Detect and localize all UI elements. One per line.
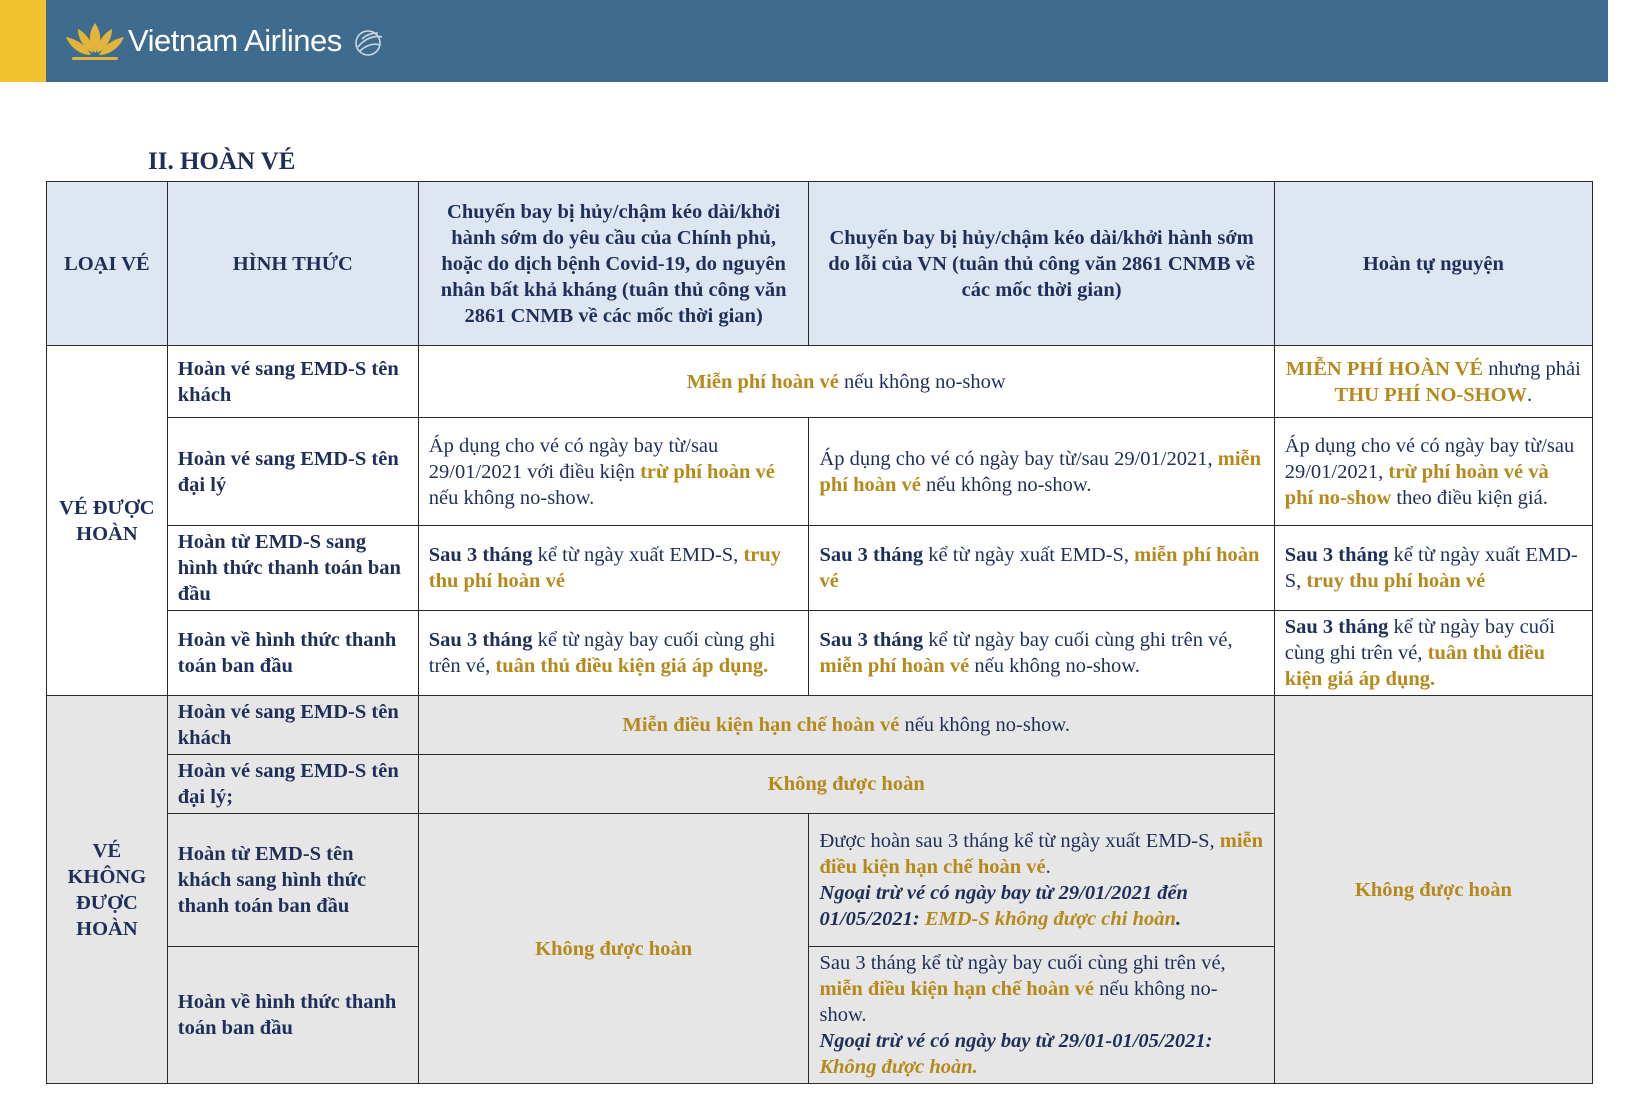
header-gov: Chuyến bay bị hủy/chậm kéo dài/khởi hành sớm do yêu cầu của Chính phủ, hoặc do dịch bệnh Covid-19, do nguyên nhân bất khả kháng (tuân thủ công văn 2861 CNMB về các mốc thời gian) [418,182,809,346]
cell-text: Áp dụng cho vé có ngày bay từ/sau 29/01/2021 với điều kiện [428,434,719,483]
cell-text: nếu không no-show. [819,978,1218,1026]
gold-text: Miễn điều kiện hạn chế hoàn vé [622,714,900,736]
gold-text: miễn điều kiện hạn chế hoàn vé [819,978,1094,1000]
italic-text: Ngoại trừ vé có ngày bay từ 29/01/2021 đến 01/05/2021: [819,882,1188,930]
cell-text: kể từ ngày xuất EMD-S, [923,544,1135,566]
table-row [47,346,1593,418]
header-bar [0,0,1608,82]
gov-cell [418,418,809,526]
header-row [47,182,1593,346]
cell-text: kể từ ngày bay cuối cùng ghi trên vé, [1284,616,1555,664]
gold-text: tuân thủ điều kiện giá áp dụng. [1284,642,1545,690]
italic-text: . [1175,908,1182,930]
gold-text: miễn điều kiện hạn chế hoàn vé [819,830,1264,878]
gov-nonrefundable-cell: Không được hoàn [418,814,809,1084]
form-cell: Hoàn vé sang EMD-S tên khách [167,346,418,418]
gold-text: MIỄN PHÍ HOÀN VÉ [1285,357,1484,380]
header-accent [0,0,46,82]
italic-text: Ngoại trừ vé có ngày bay từ 29/01-01/05/2021: [819,1030,1213,1052]
vn-cell [809,814,1274,947]
cell-text: . [1527,383,1533,406]
table-row [47,526,1593,611]
bold-text: Sau 3 tháng [819,544,924,566]
bold-text: Sau 3 tháng [1284,544,1389,566]
type-refundable: VÉ ĐƯỢC HOÀN [47,346,168,696]
cell-text: nếu không no-show. [969,655,1140,677]
section-title: II. HOÀN VÉ [148,148,296,175]
cell-text: kể từ ngày bay cuối cùng ghi trên vé, [923,629,1233,651]
cell-text: Áp dụng cho vé có ngày bay từ/sau 29/01/2021, [1284,434,1575,483]
gold-text: miễn phí hoàn vé [819,655,970,677]
vn-cell [809,526,1274,611]
logo [64,16,388,66]
merged-cell [418,346,1274,418]
merged-cell [418,696,1274,755]
cell-text: Sau 3 tháng kể từ ngày bay cuối cùng ghi trên vé, [819,952,1226,974]
bold-text: Sau 3 tháng [819,629,924,651]
refund-table [46,181,1593,1084]
cell-text: kể từ ngày bay cuối cùng ghi trên vé, [428,629,776,677]
cell-text: kể từ ngày xuất EMD-S, [1284,544,1578,592]
voluntary-cell [1274,526,1592,611]
swirl-icon [348,21,388,61]
gold-italic-text: EMD-S không được chi hoàn [924,908,1176,930]
gov-cell [418,526,809,611]
gold-text: THU PHÍ NO-SHOW [1334,383,1528,406]
gold-text: truy thu phí hoàn vé [1306,570,1486,592]
cell-text: nếu không no-show [838,370,1006,393]
header-type: LOẠI VÉ [47,182,168,346]
cell-text: nếu không no-show. [920,473,1092,496]
form-cell: Hoàn từ EMD-S sang hình thức thanh toán ban đầu [167,526,418,611]
form-cell: Hoàn vé sang EMD-S tên đại lý [167,418,418,526]
form-cell: Hoàn về hình thức thanh toán ban đầu [167,947,418,1084]
voluntary-nonrefundable-cell: Không được hoàn [1274,696,1592,1084]
gold-italic-text: Không được hoàn. [819,1056,978,1078]
voluntary-cell [1274,346,1592,418]
cell-text: . [1045,856,1051,878]
cell-text: Áp dụng cho vé có ngày bay từ/sau 29/01/2021, [819,447,1218,470]
gold-text: trừ phí hoàn vé và phí no-show [1284,460,1549,509]
form-cell: Hoàn vé sang EMD-S tên đại lý; [167,755,418,814]
table-row [47,418,1593,526]
form-cell: Hoàn về hình thức thanh toán ban đầu [167,611,418,696]
bold-text: Sau 3 tháng [428,544,533,566]
bold-text: Sau 3 tháng [428,629,533,651]
bold-text: Sau 3 tháng [1284,616,1389,638]
table-row [47,611,1593,696]
vn-cell [809,611,1274,696]
type-nonrefundable: VÉ KHÔNG ĐƯỢC HOÀN [47,696,168,1084]
gold-text: miễn phí hoàn vé [819,447,1262,496]
header-voluntary: Hoàn tự nguyện [1274,182,1592,346]
form-cell: Hoàn vé sang EMD-S tên khách [167,696,418,755]
form-cell: Hoàn từ EMD-S tên khách sang hình thức thanh toán ban đầu [167,814,418,947]
gold-text: tuân thủ điều kiện giá áp dụng. [495,655,769,677]
gold-text: Miễn phí hoàn vé [686,370,839,393]
cell-text: nếu không no-show. [899,714,1070,736]
cell-text: nhưng phải [1483,357,1581,380]
header-form: HÌNH THỨC [167,182,418,346]
gold-text: trừ phí hoàn vé [640,460,775,483]
vn-cell [809,947,1274,1084]
merged-cell: Không được hoàn [418,755,1274,814]
logo-text: Vietnam Airlines [128,23,342,58]
cell-text: theo điều kiện giá. [1391,486,1548,509]
voluntary-cell [1274,418,1592,526]
vn-cell [809,418,1274,526]
lotus-icon [64,19,126,63]
gold-text: miễn phí hoàn vé [819,544,1260,592]
table-row [47,696,1593,755]
cell-text: Được hoàn sau 3 tháng kể từ ngày xuất EMD-S, [819,830,1220,852]
voluntary-cell [1274,611,1592,696]
gov-cell [418,611,809,696]
header-vn: Chuyến bay bị hủy/chậm kéo dài/khởi hành sớm do lỗi của VN (tuân thủ công văn 2861 CNMB về các mốc thời gian) [809,182,1274,346]
gold-text: truy thu phí hoàn vé [428,544,782,592]
cell-text: nếu không no-show. [428,486,595,509]
cell-text: kể từ ngày xuất EMD-S, [532,544,744,566]
